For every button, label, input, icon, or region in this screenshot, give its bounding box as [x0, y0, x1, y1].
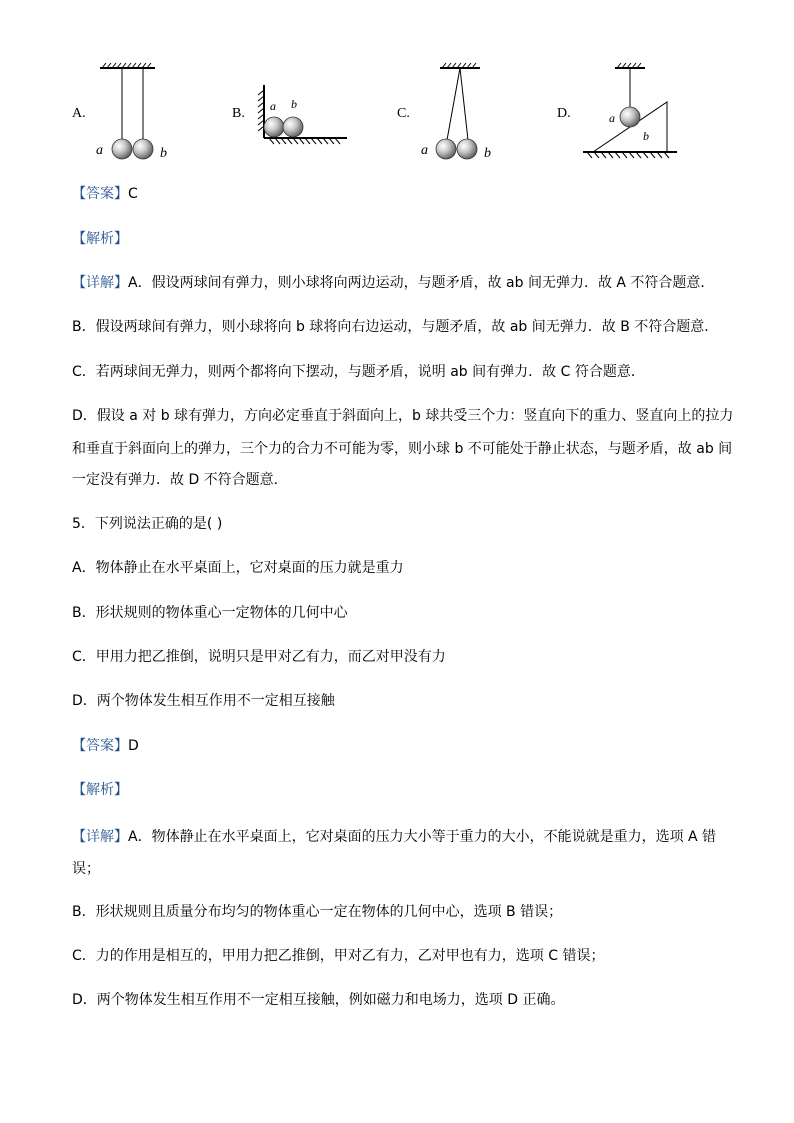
q5-answer-tag: 【答案】	[72, 738, 128, 754]
figure-d-incline-b-label: b	[643, 129, 649, 143]
q4-detail-d-line1: D．假设 a 对 b 球有弹力，方向必定垂直于斜面向上，b 球共受三个力：竖直向下的重力、竖直向上的拉力	[72, 408, 734, 424]
q5-analysis-tag: 【解析】	[72, 782, 128, 798]
q5-detail-c: C．力的作用是相互的，甲用力把乙推倒，甲对乙有力，乙对甲也有力，选项 C 错误；	[72, 948, 605, 964]
q5-option-a: A．物体静止在水平桌面上，它对桌面的压力就是重力	[72, 560, 404, 576]
q4-detail-d-line3: 一定没有弹力．故 D 不符合题意．	[72, 472, 288, 488]
q4-analysis-tag: 【解析】	[72, 231, 128, 247]
q4-detail-d-line2: 和垂直于斜面向上的弹力，三个力的合力不可能为零，则小球 b 不可能处于静止状态，与题矛盾，故 ab 间	[72, 441, 733, 457]
figure-a-letter: A.	[72, 106, 86, 121]
figure-d-incline-ball	[575, 60, 685, 165]
figure-a-ball-b-label: b	[160, 146, 167, 161]
figure-d-ball-a-label: a	[609, 111, 615, 125]
q4-answer-tag: 【答案】	[72, 186, 128, 202]
figure-c-letter: C.	[397, 106, 410, 121]
q5-detail-d: D．两个物体发生相互作用不一定相互接触，例如磁力和电场力，选项 D 正确。	[72, 992, 565, 1008]
q5-stem: 5．下列说法正确的是( )	[72, 516, 223, 532]
q5-detail-a-line2: 误；	[72, 861, 100, 877]
q4-detail-tag: 【详解】	[72, 275, 128, 291]
q5-answer-value: D	[128, 738, 139, 754]
q4-detail-b: B．假设两球间有弹力，则小球将向 b 球将向右边运动，与题矛盾，故 ab 间无弹力．故 B 不符合题意．	[72, 319, 719, 335]
q4-answer-line	[72, 184, 138, 204]
figure-a-ball-a-label: a	[96, 143, 103, 158]
q5-detail-tag: 【详解】	[72, 829, 128, 845]
q5-option-b: B．形状规则的物体重心一定物体的几何中心	[72, 605, 348, 621]
figure-d-letter: D.	[557, 106, 571, 121]
q5-detail-a-text: A．物体静止在水平桌面上，它对桌面的压力大小等于重力的大小，不能说就是重力，选项 A 错	[128, 829, 717, 845]
figure-b-letter: B.	[232, 106, 245, 121]
figure-c-ball-a-label: a	[421, 143, 428, 158]
q5-detail-b: B．形状规则且质量分布均匀的物体重心一定在物体的几何中心，选项 B 错误；	[72, 904, 563, 920]
q5-option-d: D．两个物体发生相互作用不一定相互接触	[72, 693, 335, 709]
figure-b-ball-b-label: b	[291, 97, 297, 111]
figure-c-ball-b-label: b	[484, 146, 491, 161]
q4-detail-a	[72, 273, 714, 293]
q4-detail-a-text: A．假设两球间有弹力，则小球将向两边运动，与题矛盾，故 ab 间无弹力．故 A 不符合题意．	[128, 275, 715, 291]
q4-answer-value: C	[128, 186, 138, 202]
q5-answer-line	[72, 736, 139, 756]
figure-b-ball-a-label: a	[270, 99, 276, 113]
q5-detail-a-line1	[72, 827, 716, 847]
q5-option-c: C．甲用力把乙推倒，说明只是甲对乙有力，而乙对甲没有力	[72, 649, 446, 665]
q4-detail-c: C．若两球间无弹力，则两个都将向下摆动，与题矛盾，说明 ab 间有弹力．故 C 符合题意．	[72, 364, 645, 380]
